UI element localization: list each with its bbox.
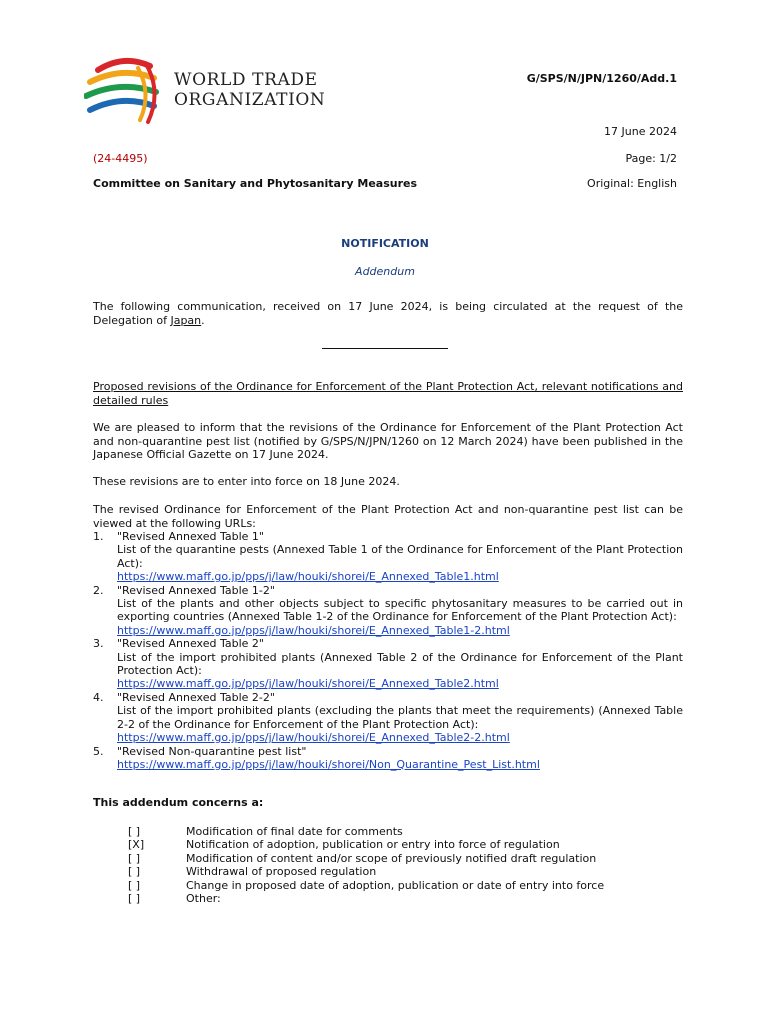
addendum-subtitle: Addendum [355,265,415,278]
wto-emblem-icon [84,56,164,130]
list-item-link[interactable]: https://www.maff.go.jp/pps/j/law/houki/shorei/E_Annexed_Table2-2.html [117,731,510,745]
list-item [93,691,683,745]
concerns-checklist [128,825,604,905]
list-item-description: List of the quarantine pests (Annexed Table 1 of the Ordinance for Enforcement of the Plant Protection Act): [117,543,683,570]
list-item-number: 5. [93,744,104,758]
wto-logo [84,56,334,130]
list-item-description: List of the import prohibited plants (excluding the plants that meet the requirements) (Annexed Table 2-2 of the Ordinance for Enforcement of the Plant Protection Act): [117,704,683,731]
document-date: 17 June 2024 [604,125,677,138]
checklist-label: Other: [186,892,221,906]
checklist-label: Modification of final date for comments [186,825,403,838]
committee-name: Committee on Sanitary and Phytosanitary Measures [93,177,418,190]
checklist-label: Modification of content and/or scope of previously notified draft regulation [186,851,597,865]
checkbox-marker: [ ] [128,865,141,879]
subject-heading: Proposed revisions of the Ordinance for Enforcement of the Plant Protection Act, relevant notifications and detailed rules [93,380,683,407]
list-item [93,530,683,584]
concerns-heading: This addendum concerns a: [93,796,264,809]
paragraph-publication: We are pleased to inform that the revisions of the Ordinance for Enforcement of the Plant Protection Act and non-quarantine pest list (notified by G/SPS/N/JPN/1260 on 12 March 2024) have been published in the Japanese Official Gazette on 17 June 2024. [93,421,683,461]
list-item-title: "Revised Non-quarantine pest list" [117,744,307,758]
checkbox-marker: [ ] [128,878,141,892]
checklist-row [128,879,604,892]
list-item-number: 2. [93,583,104,597]
list-item-description: List of the import prohibited plants (Annexed Table 2 of the Ordinance for Enforcement of the Plant Protection Act): [117,650,683,678]
list-item-description: List of the plants and other objects subject to specific phytosanitary measures to be carried out in exporting countries (Annexed Table 1-2 of the Ordinance for Enforcement of the Plant Protection Act): [117,597,683,624]
checklist-row [128,892,604,905]
list-item-title: "Revised Annexed Table 1-2" [117,583,275,597]
list-item-title: "Revised Annexed Table 2" [117,637,264,651]
checklist-label: Withdrawal of proposed regulation [186,865,377,879]
list-item-link[interactable]: https://www.maff.go.jp/pps/j/law/houki/shorei/E_Annexed_Table2.html [117,677,499,691]
page-indicator: Page: 1/2 [625,152,677,165]
list-item-number: 4. [93,690,104,704]
list-item-number: 3. [93,637,104,651]
checklist-label: Change in proposed date of adoption, publication or date of entry into force [186,878,605,892]
list-item [93,584,683,638]
intro-period: . [201,313,205,327]
checkbox-marker: [X] [128,838,145,852]
document-symbol: G/SPS/N/JPN/1260/Add.1 [526,72,677,85]
intro-paragraph [93,300,683,327]
list-item-title: "Revised Annexed Table 2-2" [117,690,275,704]
document-number: (24-4495) [93,152,148,165]
paragraph-urls: The revised Ordinance for Enforcement of the Plant Protection Act and non-quarantine pest list can be viewed at the following URLs: [93,503,683,530]
separator-line [322,348,448,349]
notification-title: NOTIFICATION [341,237,429,250]
checklist-row [128,838,604,851]
url-list [93,530,683,771]
original-language: Original: English [587,177,677,190]
list-item-number: 1. [93,530,104,543]
checkbox-marker: [ ] [128,892,141,906]
checkbox-marker: [ ] [128,851,141,865]
list-item-link[interactable]: https://www.maff.go.jp/pps/j/law/houki/shorei/E_Annexed_Table1-2.html [117,623,510,637]
list-item-title: "Revised Annexed Table 1" [117,530,264,543]
checklist-label: Notification of adoption, publication or entry into force of regulation [186,838,560,852]
org-name [174,70,325,110]
checklist-row [128,865,604,878]
org-name-line2: ORGANIZATION [174,90,326,110]
checkbox-marker: [ ] [128,825,141,838]
intro-text: The following communication, received on 17 June 2024, is being circulated at the request of the Delegation of [93,300,683,327]
list-item [93,637,683,691]
list-item [93,745,683,772]
intro-country: Japan [170,313,202,327]
checklist-row [128,825,604,838]
checklist-row [128,852,604,865]
paragraph-entry-into-force: These revisions are to enter into force on 18 June 2024. [93,475,400,488]
org-name-line1: WORLD TRADE [174,70,318,90]
list-item-link[interactable]: https://www.maff.go.jp/pps/j/law/houki/shorei/E_Annexed_Table1.html [117,570,499,584]
list-item-link[interactable]: https://www.maff.go.jp/pps/j/law/houki/shorei/Non_Quarantine_Pest_List.html [117,757,540,771]
